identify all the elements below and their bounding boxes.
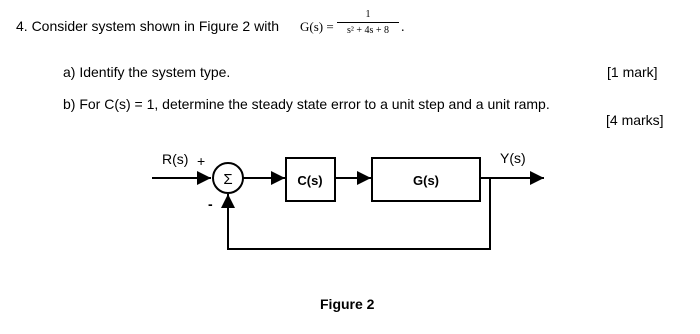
transfer-function-period: .	[401, 20, 405, 35]
transfer-function-denominator: s² + 4s + 8	[346, 25, 390, 36]
output-label: Y(s)	[500, 150, 526, 166]
plant-label: G(s)	[413, 173, 439, 188]
input-label: R(s)	[162, 151, 189, 167]
part-a-marks: [1 mark]	[607, 64, 658, 80]
transfer-function-lhs: G(s) =	[300, 19, 334, 34]
transfer-function-numerator: 1	[365, 9, 371, 20]
part-b-text: b) For C(s) = 1, determine the steady state error to a unit step and a unit ramp.	[63, 96, 550, 112]
plus-sign: +	[197, 153, 206, 169]
controller-label: C(s)	[297, 173, 323, 188]
figure-caption: Figure 2	[320, 296, 375, 312]
minus-sign: -	[208, 196, 213, 212]
question-intro: 4. Consider system shown in Figure 2 with	[16, 18, 279, 34]
part-b-marks: [4 marks]	[606, 112, 664, 128]
part-a-text: a) Identify the system type.	[63, 64, 231, 80]
sigma-symbol: Σ	[223, 171, 233, 188]
